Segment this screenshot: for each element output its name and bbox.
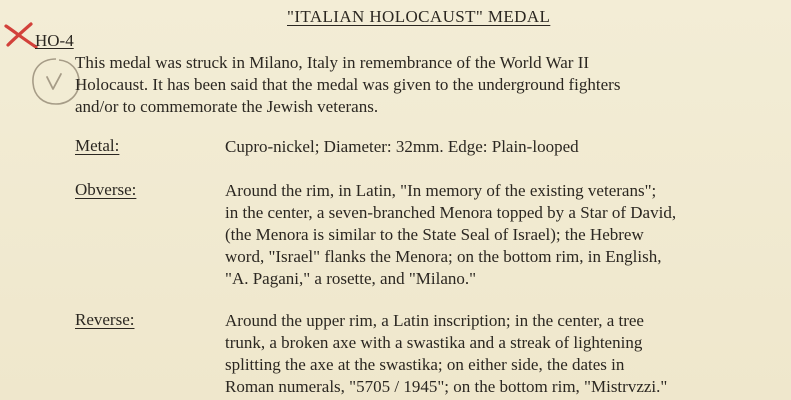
obverse-line: (the Menora is similar to the State Seal of Israel); the Hebrew	[225, 225, 644, 244]
reverse-label: Reverse:	[75, 310, 135, 329]
obverse-line: in the center, a seven-branched Menora topped by a Star of David,	[225, 203, 677, 222]
document-title: "ITALIAN HOLOCAUST" MEDAL	[287, 7, 551, 26]
obverse-text	[225, 180, 787, 290]
obverse-line: word, "Israel" flanks the Menora; on the bottom rim, in English,	[225, 247, 662, 266]
reverse-line: Roman numerals, "5705 / 1945"; on the bottom rim, "Mistrvzzi."	[225, 377, 668, 396]
intro-paragraph	[75, 52, 775, 118]
reverse-text	[225, 310, 787, 398]
intro-line: Holocaust. It has been said that the medal was given to the underground fighters	[75, 75, 621, 94]
obverse-label: Obverse:	[75, 180, 137, 199]
metal-label: Metal:	[75, 136, 120, 155]
reverse-line: splitting the axe at the swastika; on either side, the dates in	[225, 355, 625, 374]
metal-line: Cupro-nickel; Diameter: 32mm. Edge: Plain-looped	[225, 137, 579, 156]
red-x-mark-icon	[3, 20, 39, 50]
obverse-line: "A. Pagani," a rosette, and "Milano."	[225, 269, 477, 288]
reverse-line: trunk, a broken axe with a swastika and a streak of lightening	[225, 333, 643, 352]
metal-text	[225, 136, 787, 158]
reverse-line: Around the upper rim, a Latin inscription; in the center, a tree	[225, 311, 644, 330]
medal-code: HO-4	[35, 31, 74, 50]
intro-line: and/or to commemorate the Jewish veterans.	[75, 97, 379, 116]
intro-line: This medal was struck in Milano, Italy in remembrance of the World War II	[75, 53, 590, 72]
obverse-line: Around the rim, in Latin, "In memory of the existing veterans";	[225, 181, 657, 200]
